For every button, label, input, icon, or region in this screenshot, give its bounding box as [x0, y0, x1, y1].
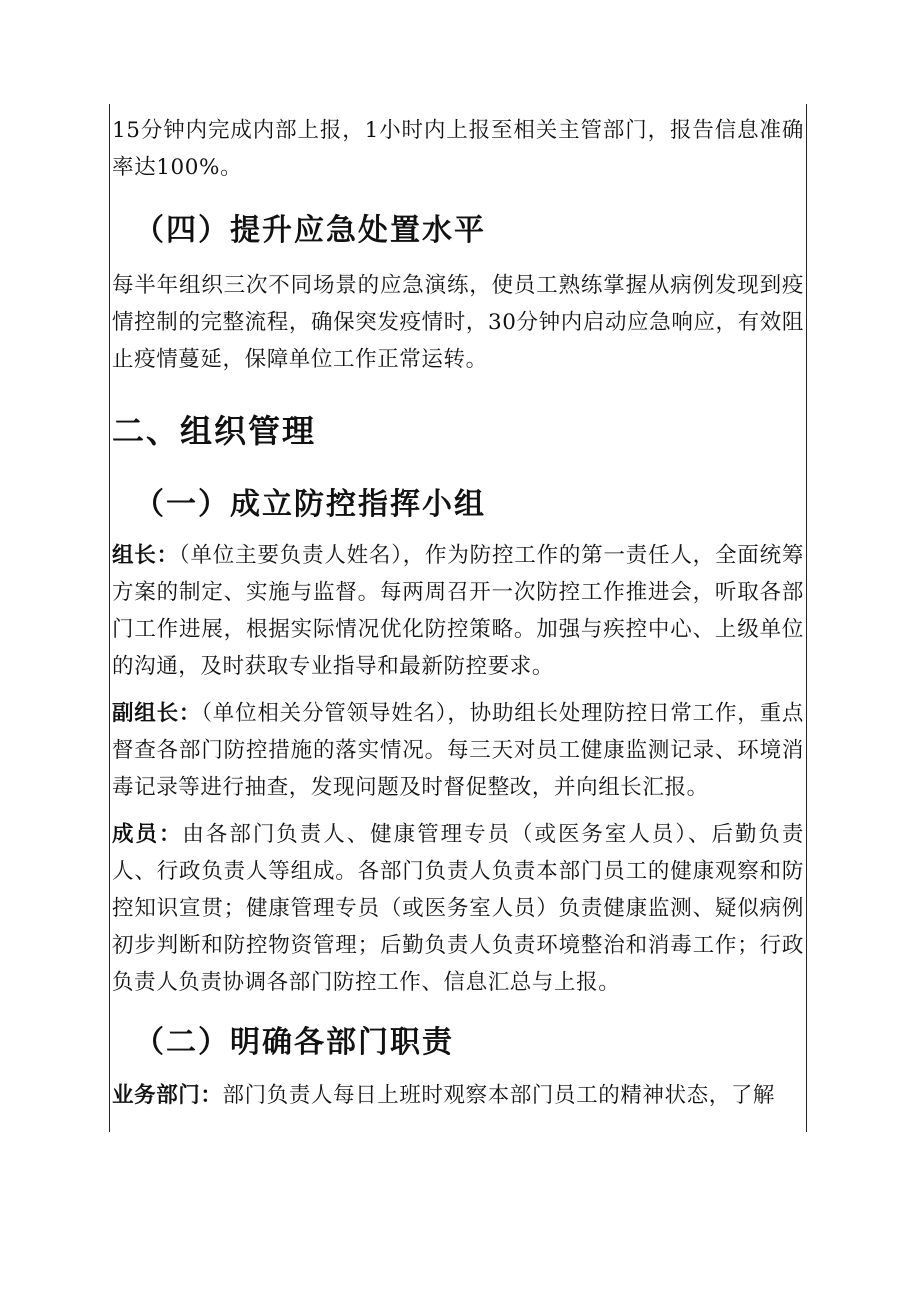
deputy-text: （单位相关分管领导姓名），协助组长处理防控日常工作，重点督查各部门防控措施的落实情况。每三天对员工健康监测记录、环境消毒记录等进行抽查，发现问题及时督促整改，并向组长汇报。: [112, 701, 804, 800]
business-label: 业务部门：: [112, 1083, 223, 1108]
business-text: 部门负责人每日上班时观察本部门员工的精神状态，了解: [222, 1083, 776, 1108]
deputy-paragraph: [112, 695, 804, 806]
members-label: 成员：: [112, 822, 183, 847]
document-content: [112, 104, 804, 1114]
chapter2-heading: 二、组织管理: [112, 412, 317, 450]
leader-text: （单位主要负责人姓名），作为防控工作的第一责任人，全面统筹方案的制定、实施与监督。每两周召开一次防控工作推进会，听取各部门工作进展，根据实际情况优化防控策略。加强与疾控中心、上级单位的沟通，及时获取专业指导和最新防控要求。: [112, 543, 804, 679]
leader-paragraph: [112, 537, 804, 685]
deputy-label: 副组长：: [112, 701, 202, 726]
leader-label: 组长：: [112, 543, 179, 568]
members-text: 由各部门负责人、健康管理专员（或医务室人员）、后勤负责人、行政负责人等组成。各部门负责人负责本部门员工的健康观察和防控知识宣贯；健康管理专员（或医务室人员）负责健康监测、疑似病例初步判断和防控物资管理；后勤负责人负责环境整治和消毒工作；行政负责人负责协调各部门防控工作、信息汇总与上报。: [112, 822, 804, 995]
subsection1-heading: （一）成立防控指挥小组: [134, 487, 486, 522]
section4-paragraph: [112, 267, 804, 378]
business-paragraph: [112, 1077, 804, 1114]
subsection2-heading: （二）明确各部门职责: [134, 1025, 454, 1060]
intro-paragraph: [112, 112, 804, 186]
intro-text: 15分钟内完成内部上报，1小时内上报至相关主管部门，报告信息准确率达100%。: [112, 118, 804, 180]
members-paragraph: [112, 816, 804, 1001]
section4-text: 每半年组织三次不同场景的应急演练，使员工熟练掌握从病例发现到疫情控制的完整流程，确保突发疫情时，30分钟内启动应急响应，有效阻止疫情蔓延，保障单位工作正常运转。: [112, 273, 804, 372]
section4-heading: （四）提升应急处置水平: [134, 213, 486, 248]
